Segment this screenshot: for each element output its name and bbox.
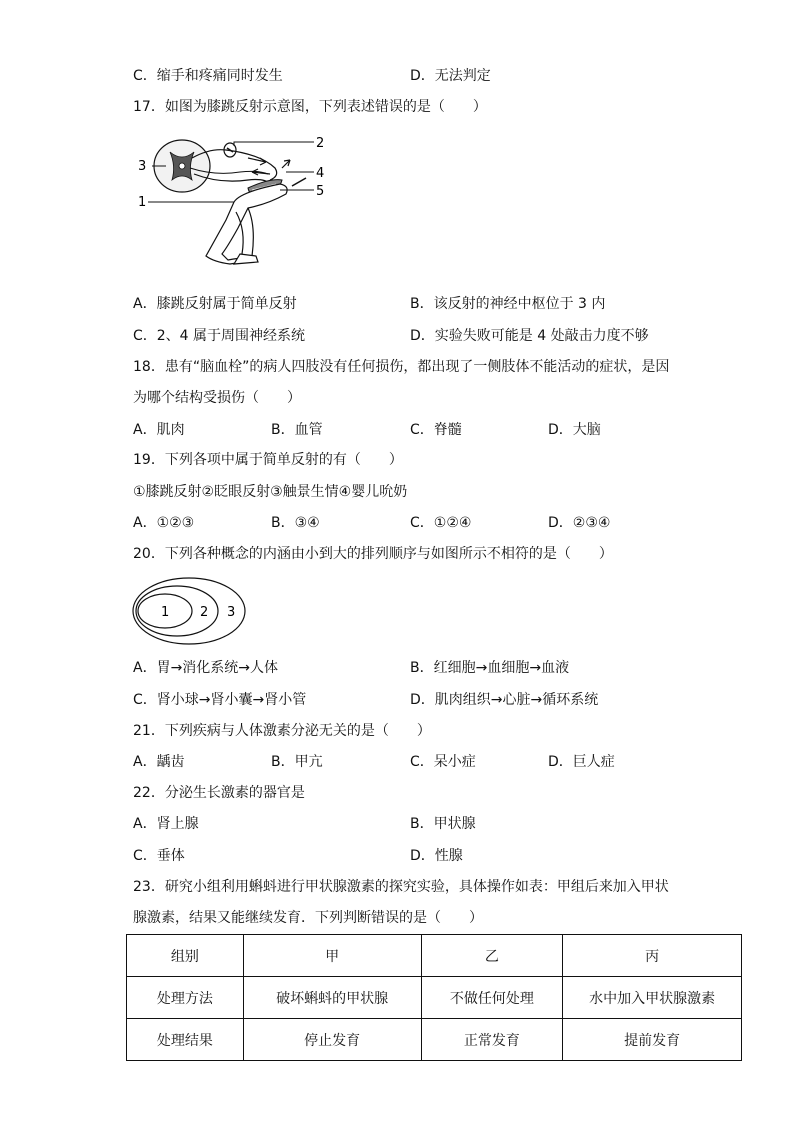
fig17-label-2: 2 (316, 136, 325, 151)
q20-option-b: B．红细胞→血细胞→血液 (410, 660, 570, 676)
q19-option-c: C．①②④ (410, 515, 472, 531)
q18-option-b: B．血管 (271, 422, 323, 438)
fig20-label-3: 3 (227, 605, 236, 620)
q20-stem: 20．下列各种概念的内涵由小到大的排列顺序与如图所示不相符的是（ ） (133, 546, 613, 562)
q21-stem: 21．下列疾病与人体激素分泌无关的是（ ） (133, 723, 431, 739)
table-cell: 提前发育 (563, 1019, 742, 1061)
q18-option-c: C．脊髓 (410, 422, 462, 438)
table-cell: 处理结果 (127, 1019, 244, 1061)
q22-option-d: D．性腺 (410, 848, 463, 864)
table-header-cell: 乙 (421, 935, 563, 977)
fig17-label-5: 5 (316, 184, 325, 199)
nested-ellipses-diagram (132, 576, 252, 646)
q22-option-a: A．肾上腺 (133, 816, 199, 832)
q19-option-a: A．①②③ (133, 515, 195, 531)
q20-option-a: A．胃→消化系统→人体 (133, 660, 279, 676)
fig20-label-2: 2 (200, 605, 209, 620)
table-cell: 处理方法 (127, 977, 244, 1019)
q18-option-d: D．大脑 (548, 422, 601, 438)
q21-option-d: D．巨人症 (548, 754, 615, 770)
q19-stem: 19．下列各项中属于简单反射的有（ ） (133, 452, 403, 468)
q17-option-b: B．该反射的神经中枢位于 3 内 (410, 296, 606, 312)
table-row (127, 977, 742, 1019)
q23-stem-line1: 23．研究小组利用蝌蚪进行甲状腺激素的探究实验，具体操作如表：甲组后来加入甲状 (133, 879, 669, 895)
table-cell: 停止发育 (243, 1019, 421, 1061)
fig20-label-1: 1 (161, 605, 170, 620)
knee-jerk-reflex-diagram (130, 128, 340, 276)
table-cell: 正常发育 (421, 1019, 563, 1061)
q19-option-b: B．③④ (271, 515, 320, 531)
q18-option-a: A．肌肉 (133, 422, 185, 438)
q17-option-c: C．2、4 属于周围神经系统 (133, 328, 306, 344)
q17-option-d: D．实验失败可能是 4 处敲击力度不够 (410, 328, 649, 344)
table-header-cell: 组别 (127, 935, 244, 977)
q20-option-c: C．肾小球→肾小囊→肾小管 (133, 692, 307, 708)
experiment-table (126, 934, 742, 1061)
fig17-label-3: 3 (138, 159, 147, 174)
table-row (127, 1019, 742, 1061)
q22-option-b: B．甲状腺 (410, 816, 476, 832)
table-header-row (127, 935, 742, 977)
q23-stem-line2: 腺激素，结果又能继续发育．下列判断错误的是（ ） (133, 910, 483, 926)
q18-stem-line1: 18．患有“脑血栓”的病人四肢没有任何损伤，都出现了一侧肢体不能活动的症状，是因 (133, 359, 670, 375)
table-cell: 不做任何处理 (421, 977, 563, 1019)
fig17-label-4: 4 (316, 166, 325, 181)
q18-stem-line2: 为哪个结构受损伤（ ） (133, 390, 301, 406)
q20-option-d: D．肌肉组织→心脏→循环系统 (410, 692, 599, 708)
q22-option-c: C．垂体 (133, 848, 185, 864)
q21-option-b: B．甲亢 (271, 754, 323, 770)
q16-option-c: C．缩手和疼痛同时发生 (133, 68, 283, 84)
table-cell: 水中加入甲状腺激素 (563, 977, 742, 1019)
q21-option-a: A．龋齿 (133, 754, 185, 770)
q19-option-d: D．②③④ (548, 515, 611, 531)
q22-stem: 22．分泌生长激素的器官是 (133, 785, 305, 801)
table-cell: 破坏蝌蚪的甲状腺 (243, 977, 421, 1019)
q17-option-a: A．膝跳反射属于简单反射 (133, 296, 297, 312)
q17-stem: 17．如图为膝跳反射示意图，下列表述错误的是（ ） (133, 99, 487, 115)
table-header-cell: 甲 (243, 935, 421, 977)
q16-option-d: D．无法判定 (410, 68, 491, 84)
q19-items: ①膝跳反射②眨眼反射③触景生情④婴儿吮奶 (133, 484, 408, 500)
fig17-label-1: 1 (138, 195, 147, 210)
table-header-cell: 丙 (563, 935, 742, 977)
q21-option-c: C．呆小症 (410, 754, 476, 770)
